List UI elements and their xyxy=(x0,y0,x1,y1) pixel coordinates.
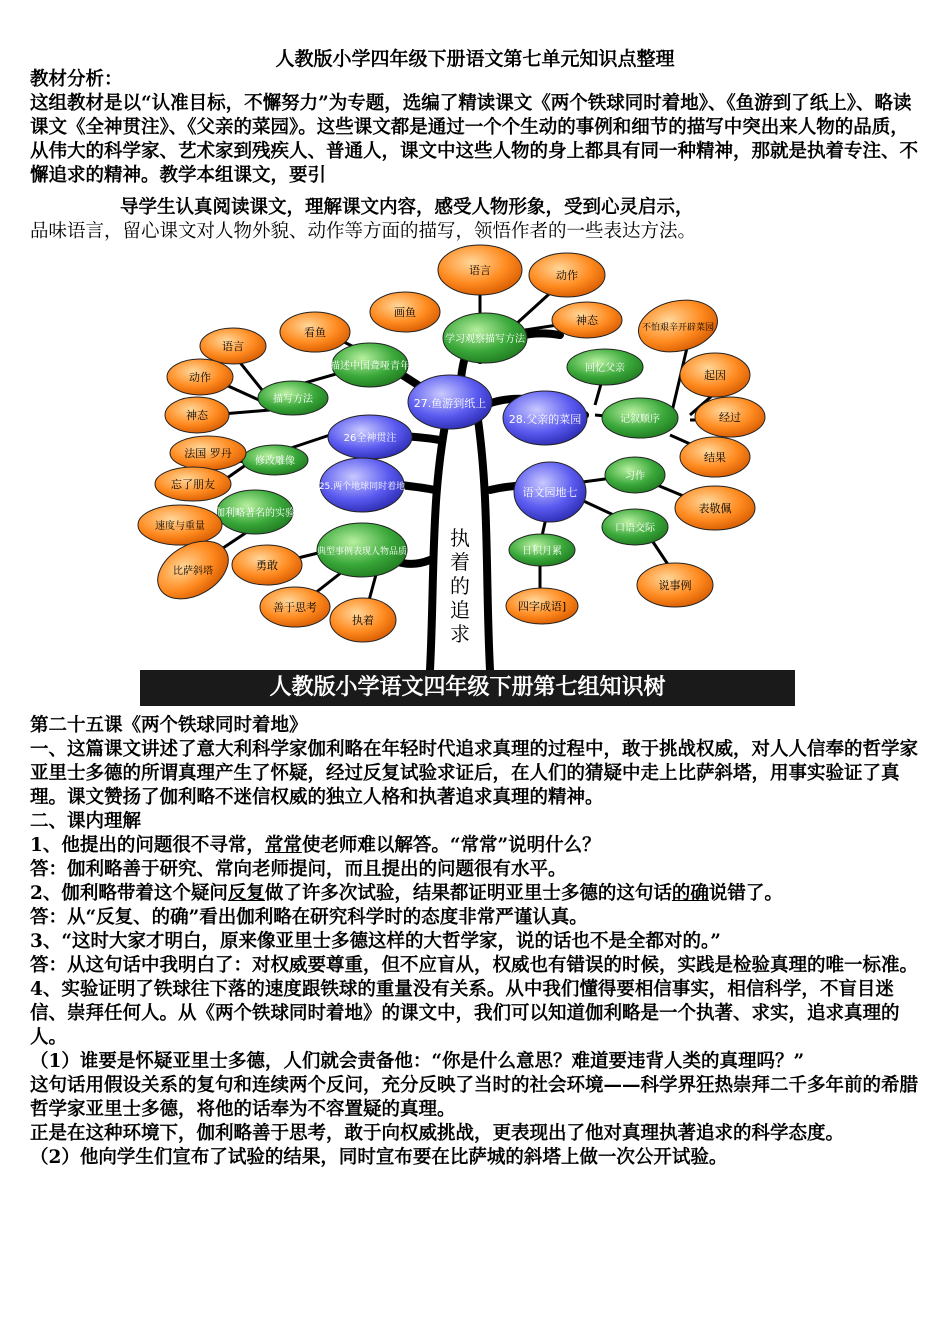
node-26: 26全神贯注 xyxy=(343,433,397,444)
section-2-heading: 二、课内理解 xyxy=(30,811,142,832)
leaf-expression-1: 神态 xyxy=(576,314,598,327)
knowledge-tree-graphic xyxy=(130,240,820,710)
leaf-thinking: 善于思考 xyxy=(273,601,317,614)
node-order: 记叙顺序 xyxy=(620,414,660,425)
question-2: 2、伽利略带着这个疑问反复做了许多次试验，结果都证明亚里士多德的这句话的确说错了。 xyxy=(30,883,783,904)
question-4-1-conclusion: 正是在这种环境下，伽利略善于思考，敢于向权威挑战，更表现出了他对真理执著追求的科学态度。 xyxy=(30,1123,845,1144)
leaf-tell-example: 说事例 xyxy=(658,579,692,592)
leaf-speed-weight: 速度与重量 xyxy=(155,521,205,532)
answer-3: 答：从这句话中我明白了：对权威要尊重，但不应盲从，权威也有错误的时候，实践是检验真理的唯一标准。 xyxy=(30,955,919,976)
blue-nodes xyxy=(319,375,587,522)
question-1: 1、他提出的问题很不寻常，常常使老师难以解答。“常常”说明什么？ xyxy=(30,835,601,856)
leaf-forgot-friend: 忘了朋友 xyxy=(171,478,215,491)
analysis-text-3: 品味语言，留心课文对人物外貌、动作等方面的描写，领悟作者的一些表达方法。 xyxy=(30,221,697,242)
leaf-result: 结果 xyxy=(704,451,726,464)
lesson-para-1: 一、这篇课文讲述了意大利科学家伽利略在年轻时代追求真理的过程中，敢于挑战权威，对人人信奉的哲学家亚里士多德的所谓真理产生了怀疑，经过反复试验求证后，在人们的猜疑中走上比萨斜塔，用事实验证了真理。课文赞扬了伽利略不迷信权威的独立人格和执著追求真理的精神。 xyxy=(30,739,919,808)
question-4-1: （1）谁要是怀疑亚里士多德，人们就会责备他：“你是什么意思？难道要违背人类的真理吗？” xyxy=(30,1051,805,1072)
node-yuwen: 语文园地七 xyxy=(522,486,578,499)
node-accumulate: 日积月累 xyxy=(522,546,562,557)
leaf-hardship: 不怕艰辛开辟菜园 xyxy=(641,323,715,333)
node-25: 25.两个地球同时着地 xyxy=(318,482,406,492)
node-recall: 回忆父亲 xyxy=(585,363,625,374)
tree-banner: 人教版小学语文四年级下册第七组知识树 xyxy=(140,670,795,706)
analysis-heading: 教材分析： xyxy=(30,69,123,90)
answer-2: 答：从“反复、的确”看出伽利略在研究科学时的态度非常严谨认真。 xyxy=(30,907,588,928)
leaf-respect: 表敬佩 xyxy=(698,502,732,515)
leaf-idioms: 四字成语] xyxy=(517,600,567,613)
analysis-text: 这组教材是以“认准目标，不懈努力”为专题，选编了精读课文《两个铁球同时着地》、《鱼游到了纸上》、略读课文《全神贯注》、《父亲的菜园》。这些课文都是通过一个个生动的事例和细节的描写中突出来人物的品质，从伟大的科学家、艺术家到残疾人、普通人，课文中这些人物的身上都具有同一种精神，那就是执着专注、不懈追求的精神。教学本组课文，要引 xyxy=(30,93,919,186)
trunk-label-text: 执着的追求 xyxy=(450,526,470,646)
question-3: 3、“这时大家才明白，原来像亚里士多德这样的大哲学家，说的话也不是全都对的。” xyxy=(30,931,721,952)
node-observe: 学习观察描写方法 xyxy=(445,334,525,345)
lesson-title: 第二十五课《两个铁球同时着地》 xyxy=(30,715,308,736)
leaf-brave: 勇敢 xyxy=(256,559,278,572)
leaf-cause: 起因 xyxy=(704,369,726,382)
leaf-expression-2: 神态 xyxy=(186,409,208,422)
underlined-often: 常常 xyxy=(264,835,302,856)
node-oral: 口语交际 xyxy=(615,523,655,534)
leaf-draw-fish: 画鱼 xyxy=(394,306,416,319)
node-writing: 习作 xyxy=(625,471,645,482)
leaf-persistent: 执着 xyxy=(352,614,374,627)
node-galileo-exp: 伽利略著名的实验 xyxy=(215,508,295,519)
leaf-action: 动作 xyxy=(556,269,578,282)
trunk-label xyxy=(450,526,470,646)
answer-1: 答：伽利略善于研究、常向老师提问，而且提出的问题很有水平。 xyxy=(30,859,567,880)
question-4-1-analysis: 这句话用假设关系的复句和连续两个反问，充分反映了当时的社会环境——科学界狂热崇拜二千多年前的希腊哲学家亚里士多德，将他的话奉为不容置疑的真理。 xyxy=(30,1075,919,1120)
node-describe: 描述中国聋哑青年 xyxy=(330,361,410,372)
node-method: 描写方法 xyxy=(273,394,313,405)
leaf-watch-fish: 看鱼 xyxy=(304,326,326,339)
node-sculpture: 修改雕像 xyxy=(255,456,295,467)
leaf-process: 经过 xyxy=(719,411,741,424)
analysis-text-2: 导学生认真阅读课文，理解课文内容，感受人物形象，受到心灵启示， xyxy=(120,197,694,218)
underlined-repeatedly: 反复 xyxy=(227,883,265,904)
node-28: 28.父亲的菜园 xyxy=(508,413,582,426)
leaf-action-2: 动作 xyxy=(189,371,211,384)
knowledge-tree xyxy=(130,240,820,710)
leaf-pisa-tower: 比萨斜塔 xyxy=(173,566,213,577)
page-title: 人教版小学四年级下册语文第七单元知识点整理 xyxy=(275,48,675,70)
leaf-language-2: 语言 xyxy=(222,340,244,353)
leaf-rodin: 法国 罗丹 xyxy=(184,447,232,460)
underlined-indeed: 的确 xyxy=(671,883,709,904)
question-4-2: （2）他向学生们宣布了试验的结果，同时宣布要在比萨城的斜塔上做一次公开试验。 xyxy=(30,1147,728,1168)
node-example: 典型事例表现人物品质 xyxy=(316,547,408,557)
question-4: 4、实验证明了铁球往下落的速度跟铁球的重量没有关系。从中我们懂得要相信事实，相信科学，不盲目迷信、崇拜任何人。从《两个铁球同时着地》的课文中，我们可以知道伽利略是一个执著、求实，追求真理的人。 xyxy=(30,979,900,1048)
leaf-language: 语言 xyxy=(469,264,491,277)
node-27: 27.鱼游到纸上 xyxy=(413,397,487,410)
green-nodes xyxy=(215,313,678,577)
